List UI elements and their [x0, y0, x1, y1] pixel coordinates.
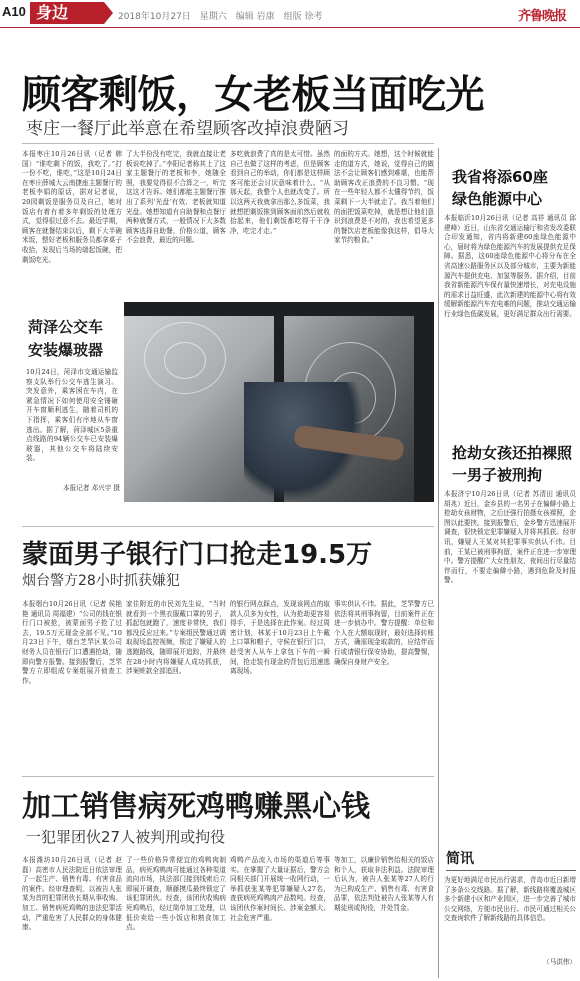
story2-column-4: 事实供认不讳。据此，芝罘警方已依法将其刑事拘留，目前案件正在进一步侦办中。警方提醒：单位和个人在大额取现时，最好选择转账方式，确需现金取款的，应结伴而行或请银行保安协助，提高警惕，确保自身财产安全。: [334, 600, 434, 666]
story2-headline: 蒙面男子银行门口抢走19.5万: [22, 540, 373, 570]
story2-column-2: 家住附近的市民刘先生说，“当时就看到一个黑衣服戴口罩的男子，抓起包就跑了，速度非常快，我们都没反应过来。”专案组民警通过调取现场监控视频，锁定了嫌疑人的逃跑路线，随即展开追踪，并最终在28小时内将嫌疑人成功抓获，涉案赃款全部追回。: [126, 600, 226, 676]
page-number: A10: [2, 4, 26, 19]
header-rule: [0, 27, 580, 28]
story1-column-4: 的面的方式。她想，这个时候就能走的道方式，她说，觉得自己的做法不会让顾客们感到难堪，也能帮助顾客改正浪费的不良习惯。“现在一些年轻人都不太懂得节约，饭菜剩下一大半就走了。我当着他们的面把饭菜吃掉，就是想让他们意识到浪费是不对的，我也希望更多的餐饮店老板能像我这样，倡导大家节约粮食。”: [334, 150, 434, 245]
brief-body: 为更好地满足市民出行需求，青岛市近日新增了多条公交线路。据了解，新线路将覆盖城区多个新建小区和产业园区，进一步完善了城市公交网络，方便市民出行。市民可通过相关公交查询软件了解新线路的具体信息。: [444, 876, 576, 923]
photo-box-title-line-2: 安装爆玻器: [28, 341, 104, 359]
sidebar1-title: [452, 166, 548, 210]
sidebar2-title-line-2: 一男子被刑拘: [452, 466, 543, 484]
section-label: 身边: [30, 2, 104, 24]
story3-headline: 加工销售病死鸡鸭赚黑心钱: [22, 789, 371, 823]
divider: [22, 776, 434, 777]
story1-column-1: 本报枣庄10月26日讯（记者 韩国）“谁吃剩下的饭，我吃了。”打一份不吃，谁吃，”这是10月24日在枣庄薛城大云南捷座主题餐厅的老板李娟的原话，据对记者说，20园剩饭是服务员及自己，她对饭店有着有着多年剩饭的处理方式，觉得很过意不去。最近学期，顾客在就餐结束以后，剩下大半碗米饭，整好老板和服务员都拿桌子收拾，发现后当场的端起饭碗，把剩饭吃光。: [22, 150, 122, 264]
brief-rule: [446, 870, 576, 871]
sidebar2-title-line-1: 抢劫女孩还拍裸照: [452, 444, 573, 462]
brief-credit: （马洪伟）: [543, 958, 576, 966]
newspaper-logo: 齐鲁晚报: [518, 9, 567, 24]
sidebar1-title-line-1: 我省将添60座: [452, 168, 548, 186]
bus-window-photo: [124, 302, 434, 502]
divider: [22, 143, 434, 144]
story2-subhead: 烟台警方28小时抓获嫌犯: [22, 573, 180, 589]
story1-column-2: 了大半份没有吃完，我就直接让老板说吃掉了。”李阳记者称其上了这家主题餐厅的老板和李，她随全照，我要觉得很不合算之一，听完这这才告诉。她们都能主题餐厅推出了系列‘光盘’有效、老板就知道光盘。她想知道有自助餐和点餐厅两种就餐方式，一般情况下大多数顾客选择自助餐，价格公道，顾客不会浪费，最近的问题。: [126, 150, 226, 245]
section-arrow-icon: [104, 2, 113, 24]
divider: [22, 526, 434, 527]
story3-column-1: 本报潍坊10月26日讯（记者 赵磊）高密市人民法院近日依法审理了一起生产、销售有毒、有害食品的案件。经审理查明，以被告人张某为首的犯罪团伙长期从事收购、加工、销售病死鸡鸭的违法犯罪活动，严重危害了人民群众的身体健康。: [22, 856, 122, 932]
story3-subhead: 一犯罪团伙27人被判刑或拘役: [26, 828, 226, 846]
story1-headline: 顾客剩饭，女老板当面吃光: [22, 73, 485, 118]
story3-column-4: 等加工，以廉价销售给相关的饭店和个人，获取非法利益。法院审理后认为，被告人张某等27人的行为已构成生产、销售有毒、有害食品罪，依法判处被告人张某等人有期徒刑或拘役，并处罚金。: [334, 856, 434, 912]
photo-box-title: [28, 316, 103, 362]
story2-column-3: 的银行网点踩点，发现该网点的取款人员多为女性，认为抢劫更容易得手，于是选择在此作案。经过周密计划，林某于10月23日上午戴上口罩和帽子，守候在银行门口，趁受害人从车上拿包下车的一瞬间，抢走装有现金的背包后迅速逃离现场。: [230, 600, 330, 676]
sidebar1-title-line-2: 绿色能源中心: [452, 190, 543, 208]
sidebar-divider: [438, 148, 439, 978]
photo-credit: 本报记者 邓兴宇 摄: [63, 484, 120, 492]
photo-caption: 10月24日，菏泽市交通运输监察支队举行公交车逃生演习。突发意外，乘客困在车内，在紧急情况下如何使用安全锤砸开车窗顺利逃生，随着司机的下指挥，乘客们有序地从车窗逃出。据了解，菏泽城区5条重点线路的94辆公交车已安装爆玻器，其他公交车将陆续安装。: [26, 368, 118, 463]
story1-subhead: 枣庄一餐厅此举意在希望顾客改掉浪费陋习: [26, 119, 349, 139]
story3-column-2: 了一些价格异常便宜的鸡鸭肉制品，病死鸡鸭肉可能通过各种渠道流向市场，执法部门接到线索后立即展开调查，顺藤摸瓜最终锁定了该犯罪团伙。经查，该团伙收购病死鸡鸭后，经过简单加工处理，以低价卖给一些小饭店和熟食加工点。: [126, 856, 226, 932]
issue-meta: 2018年10月27日 星期六 编辑 岩康 组版 徐考: [118, 12, 323, 22]
story1-column-3: 多吃就浪费了真的是太可惜。虽然自己也做了这样的考虑，但是顾客看到自己的举动，你们都是这样顾客可能还会讨厌意味着什么。“从那天起，我整个人也就改变了。所以这两天我就拿出那么多饭菜，我就想把剩饭推到顾客面前然后就收拾起来，他们剩饭都吃得干干净净，吃完才走。”: [230, 150, 330, 235]
photo-box-title-line-1: 菏泽公交车: [28, 318, 104, 336]
sidebar2-title: [452, 442, 572, 486]
story2-column-1: 本报烟台10月26日讯（记者 侯艳艳 通讯员 周福建）“公司的钱在银行门口被抢，被蒙面男子抢了过去，19.5万元现金全部不见。”10月23日下午，烟台芝罘区某公司财务人员在银行门口遭遇抢劫，随即向警方报警。接到报警后，芝罘警方立即组成专案组展开侦查工作。: [22, 600, 122, 685]
story3-column-3: 鸡鸭产品流入市场的渠道后等事实。在掌握了大量证据后，警方会同相关部门开展统一收网行动，一举抓获张某等犯罪嫌疑人27名，查获病死鸡鸭肉产品数吨。经查，该团伙作案时间长、涉案金额大、社会危害严重。: [230, 856, 330, 922]
brief-title: 简讯: [446, 851, 474, 867]
sidebar2-body: 本报济宁10月26日讯（记者 苏清田 通讯员 胡兆）近日，金乡县的一名男子在偏僻小路上抢劫女孩财物，之后还强行拍摄女孩裸照，企图以此要挟。接到报警后，金乡警方迅速展开调查，很快锁定犯罪嫌疑人并将其抓获。经审讯，嫌疑人王某对其犯罪事实供认不讳。目前，王某已被刑事拘留，案件正在进一步审理中。警方提醒广大女性朋友，夜间出行尽量结伴而行，不要走偏僻小路，遇到危险及时报警。: [444, 490, 576, 585]
sidebar1-body: 本报临沂10月26日讯（记者 高祥 通讯员 邱建峰）近日，山东省交通运输厅和省发改委联合印发通知，省内将新建60座绿色能源中心，届时将为绿色能源汽车的发展提供充足保障。据悉，这60座绿色能源中心将分布在全省高速公路服务区以及部分城市，主要为新能源汽车提供充电、加氢等服务。据介绍，目前我省新能源汽车保有量快速增长，对充电设施的需求日益旺盛，此次新建的能源中心将有效缓解新能源汽车充电难的问题，推动交通运输行业绿色低碳发展，更好满足群众出行需要。: [444, 214, 576, 318]
